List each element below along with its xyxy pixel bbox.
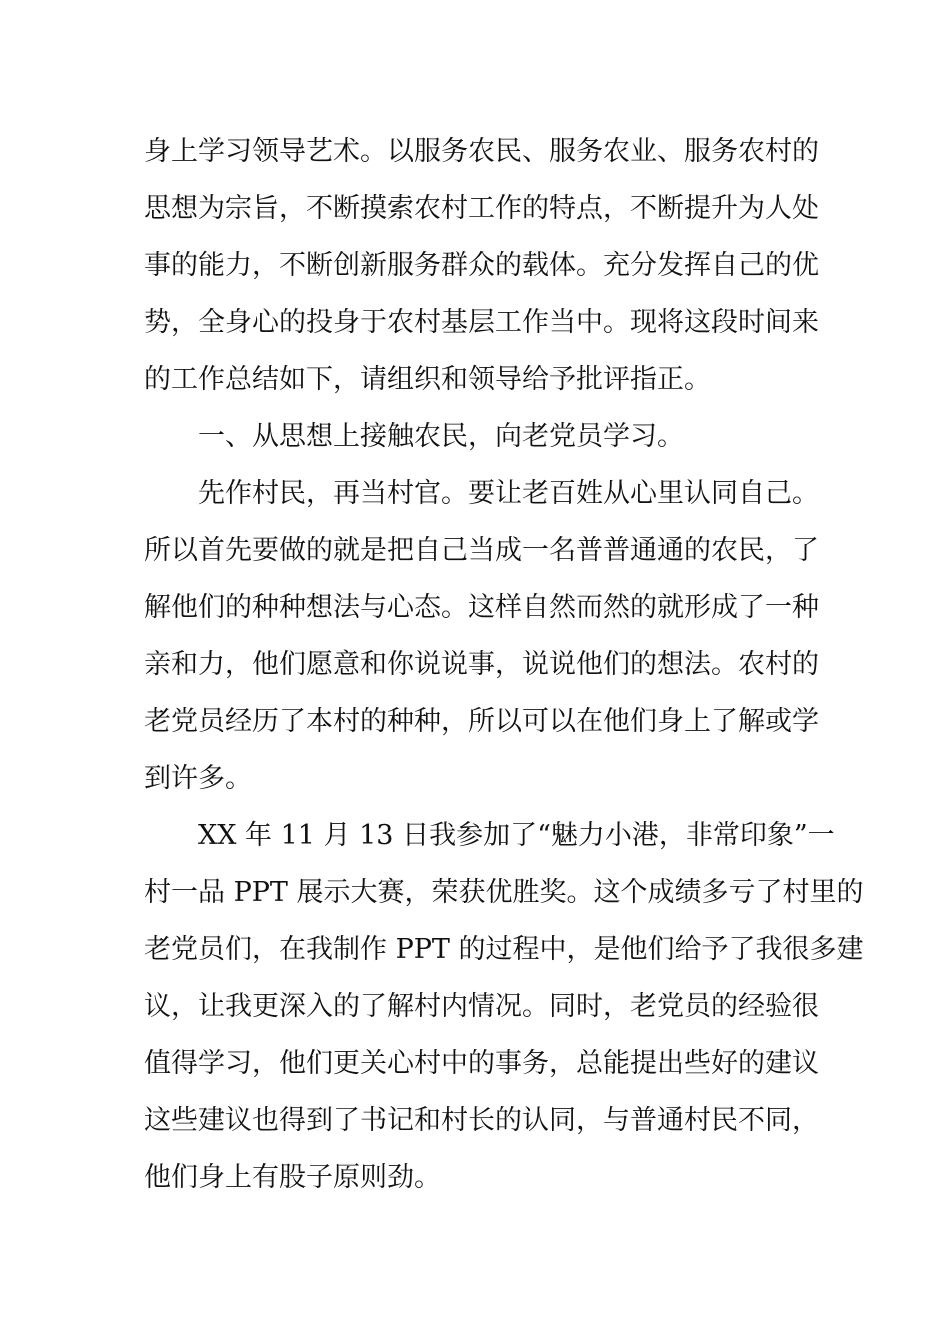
paragraph-line: 亲和力，他们愿意和你说说事，说说他们的想法。农村的 bbox=[144, 649, 819, 680]
paragraph-line: 村一品 PPT 展示大赛，荣获优胜奖。这个成绩多亏了村里的 bbox=[144, 877, 864, 908]
paragraph-line: 值得学习，他们更关心村中的事务，总能提出些好的建议 bbox=[144, 1048, 819, 1079]
paragraph-line: 这些建议也得到了书记和村长的认同，与普通村民不同， bbox=[144, 1105, 819, 1136]
paragraph-line: 老党员经历了本村的种种，所以可以在他们身上了解或学 bbox=[144, 706, 819, 737]
paragraph-line: 到许多。 bbox=[144, 763, 252, 794]
paragraph-line: 事的能力，不断创新服务群众的载体。充分发挥自己的优 bbox=[144, 250, 819, 281]
paragraph-line: 先作村民，再当村官。要让老百姓从心里认同自己。 bbox=[198, 478, 819, 509]
paragraph-line: 思想为宗旨，不断摸索农村工作的特点，不断提升为人处 bbox=[144, 193, 819, 224]
paragraph-line: 他们身上有股子原则劲。 bbox=[144, 1162, 441, 1193]
paragraph-line: 议，让我更深入的了解村内情况。同时，老党员的经验很 bbox=[144, 991, 819, 1022]
section-heading: 一、从思想上接触农民，向老党员学习。 bbox=[198, 421, 684, 452]
paragraph-line: 老党员们，在我制作 PPT 的过程中，是他们给予了我很多建 bbox=[144, 934, 864, 965]
paragraph-line: 身上学习领导艺术。以服务农民、服务农业、服务农村的 bbox=[144, 136, 819, 167]
paragraph-line: 势，全身心的投身于农村基层工作当中。现将这段时间来 bbox=[144, 307, 819, 338]
paragraph-line: 的工作总结如下，请组织和领导给予批评指正。 bbox=[144, 364, 711, 395]
paragraph-line: 所以首先要做的就是把自己当成一名普普通通的农民，了 bbox=[144, 535, 819, 566]
paragraph-line: XX 年 11 月 13 日我参加了“魅力小港，非常印象”一 bbox=[198, 820, 835, 851]
paragraph-line: 解他们的种种想法与心态。这样自然而然的就形成了一种 bbox=[144, 592, 819, 623]
